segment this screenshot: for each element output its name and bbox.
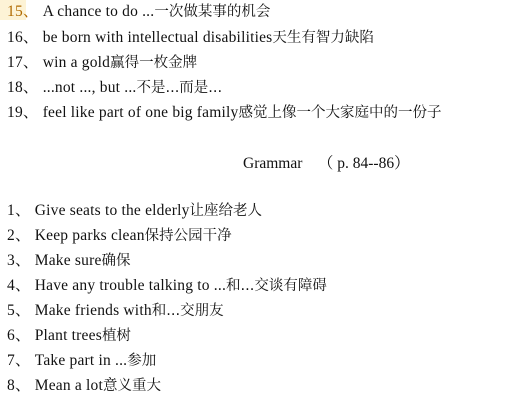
- chinese-meaning: 意义重大: [103, 378, 162, 394]
- chinese-meaning: 不是...而是...: [136, 80, 223, 96]
- chinese-meaning: 天生有智力缺陷: [272, 30, 374, 46]
- vocab-item: [7, 53, 197, 73]
- item-number: 5、: [7, 302, 31, 319]
- english-phrase: A chance to do ...: [42, 3, 155, 20]
- item-number: 15、: [7, 3, 39, 20]
- chinese-meaning: 赢得一枚金牌: [110, 55, 198, 71]
- item-number: 18、: [7, 79, 39, 96]
- chinese-meaning: 和...交谈有障碍: [226, 278, 327, 294]
- english-phrase: Keep parks clean: [34, 227, 145, 244]
- english-phrase: Have any trouble talking to ...: [34, 277, 227, 294]
- item-number: 17、: [7, 54, 39, 71]
- vocab-item: [7, 2, 270, 22]
- phrase-item: [7, 226, 232, 246]
- item-number: 2、: [7, 227, 31, 244]
- vocab-item: [7, 103, 441, 123]
- english-phrase: Give seats to the elderly: [34, 202, 190, 219]
- chinese-meaning: 感觉上像一个大家庭中的一份子: [238, 105, 442, 121]
- grammar-pages: （ p. 84--86）: [317, 155, 410, 172]
- phrase-item: [7, 376, 161, 396]
- english-phrase: Mean a lot: [34, 377, 104, 394]
- item-number: 8、: [7, 377, 31, 394]
- chinese-meaning: 让座给老人: [189, 203, 263, 219]
- grammar-title: Grammar: [243, 155, 303, 172]
- chinese-meaning: 参加: [127, 353, 157, 369]
- phrase-item: [7, 276, 327, 296]
- phrase-item: [7, 201, 262, 221]
- item-number: 6、: [7, 327, 31, 344]
- chinese-meaning: 保持公园干净: [144, 228, 232, 244]
- chinese-meaning: 确保: [101, 253, 131, 269]
- english-phrase: Take part in ...: [34, 352, 128, 369]
- vocab-item: [7, 28, 374, 48]
- item-number: 1、: [7, 202, 31, 219]
- english-phrase: win a gold: [42, 54, 111, 71]
- item-number: 16、: [7, 29, 39, 46]
- grammar-heading: [243, 154, 410, 174]
- chinese-meaning: 和...交朋友: [151, 303, 224, 319]
- item-number: 3、: [7, 252, 31, 269]
- chinese-meaning: 植树: [101, 328, 131, 344]
- item-number: 7、: [7, 352, 31, 369]
- english-phrase: be born with intellectual disabilities: [42, 29, 273, 46]
- item-number: 19、: [7, 104, 39, 121]
- vocab-item: [7, 78, 222, 98]
- english-phrase: feel like part of one big family: [42, 104, 239, 121]
- english-phrase: Make sure: [34, 252, 102, 269]
- phrase-item: [7, 251, 131, 271]
- phrase-item: [7, 326, 131, 346]
- english-phrase: Plant trees: [34, 327, 102, 344]
- phrase-item: [7, 351, 156, 371]
- english-phrase: Make friends with: [34, 302, 152, 319]
- english-phrase: ...not ..., but ...: [42, 79, 137, 96]
- item-number: 4、: [7, 277, 31, 294]
- chinese-meaning: 一次做某事的机会: [154, 4, 271, 20]
- phrase-item: [7, 301, 224, 321]
